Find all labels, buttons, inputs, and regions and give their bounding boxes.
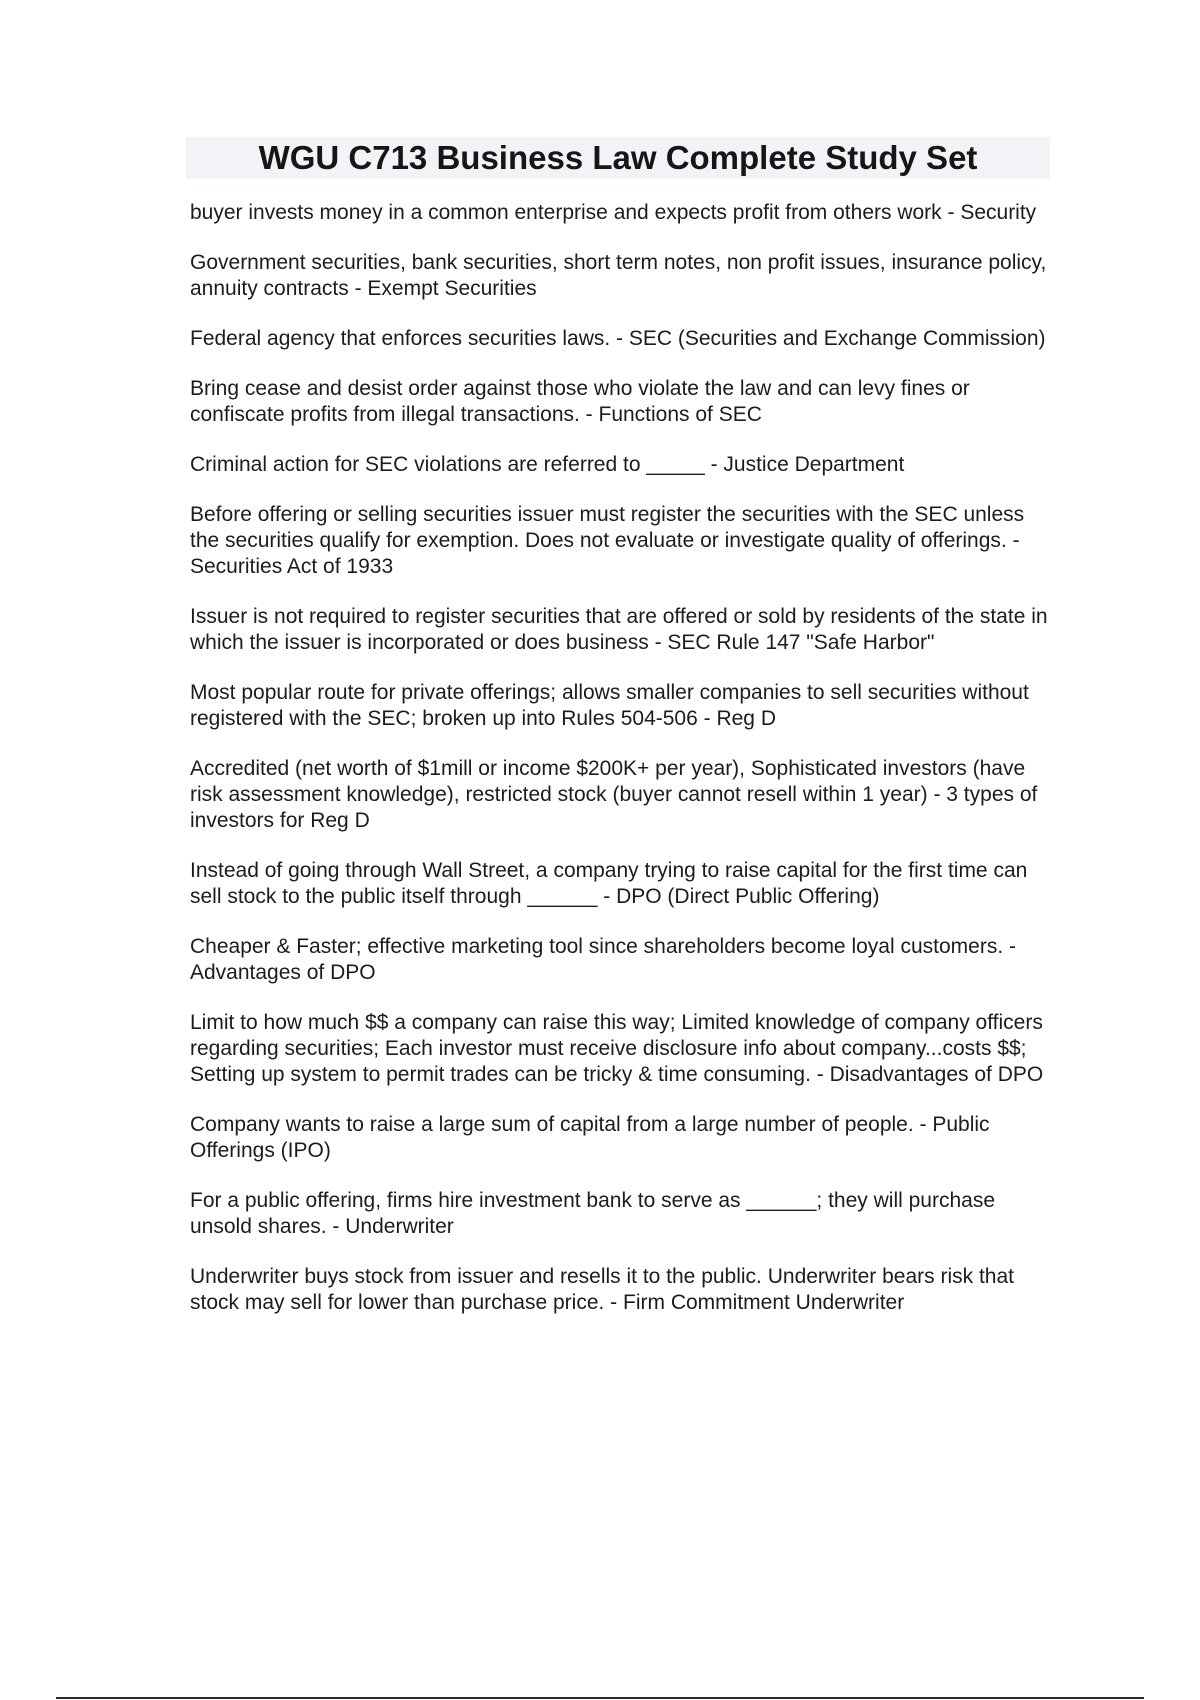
flashcard-entry: Accredited (net worth of $1mill or income $200K+ per year), Sophisticated investors (have risk assessment knowledge), restricted stock (buyer cannot resell within 1 year) - 3 types of investors for Reg D <box>190 757 1038 832</box>
page-bottom-divider <box>56 1697 1144 1699</box>
flashcard-entry: Underwriter buys stock from issuer and resells it to the public. Underwriter bears risk that stock may sell for lower than purchase price. - Firm Commitment Underwriter <box>190 1265 1014 1314</box>
flashcard-entry: Instead of going through Wall Street, a company trying to raise capital for the first time can sell stock to the public itself through ______ - DPO (Direct Public Offering) <box>190 859 1028 908</box>
flashcard-entry: Government securities, bank securities, short term notes, non profit issues, insurance policy, annuity contracts - Exempt Securities <box>190 251 1047 300</box>
flashcard-entry: Issuer is not required to register securities that are offered or sold by residents of the state in which the issuer is incorporated or does business - SEC Rule 147 "Safe Harbor" <box>190 605 1048 654</box>
flashcard-entry: Federal agency that enforces securities laws. - SEC (Securities and Exchange Commission) <box>190 327 1046 350</box>
flashcard-entry: For a public offering, firms hire investment bank to serve as ______; they will purchase unsold shares. - Underwriter <box>190 1189 996 1238</box>
flashcard-entry: Bring cease and desist order against those who violate the law and can levy fines or confiscate profits from illegal transactions. - Functions of SEC <box>190 377 970 426</box>
flashcard-entry: Most popular route for private offerings; allows smaller companies to sell securities without registered with the SEC; broken up into Rules 504-506 - Reg D <box>190 681 1029 730</box>
flashcard-entry: Limit to how much $$ a company can raise this way; Limited knowledge of company officers regarding securities; Each investor must receive disclosure info about company...costs $$; Setting up system to permit trades can be tricky & time consuming. - Disadvantages of DPO <box>190 1011 1044 1086</box>
flashcard-entry: Cheaper & Faster; effective marketing tool since shareholders become loyal customers. - Advantages of DPO <box>190 935 1016 984</box>
flashcard-entry: buyer invests money in a common enterprise and expects profit from others work - Security <box>190 201 1037 224</box>
document-title: WGU C713 Business Law Complete Study Set <box>258 139 978 176</box>
flashcard-entry: Before offering or selling securities issuer must register the securities with the SEC unless the securities qualify for exemption. Does not evaluate or investigate quality of offerings. - Securities Act of 1933 <box>190 503 1025 578</box>
flashcard-list <box>190 200 1050 1340</box>
flashcard-entry: Criminal action for SEC violations are referred to _____ - Justice Department <box>190 453 905 476</box>
flashcard-entry: Company wants to raise a large sum of capital from a large number of people. - Public Offerings (IPO) <box>190 1113 990 1162</box>
